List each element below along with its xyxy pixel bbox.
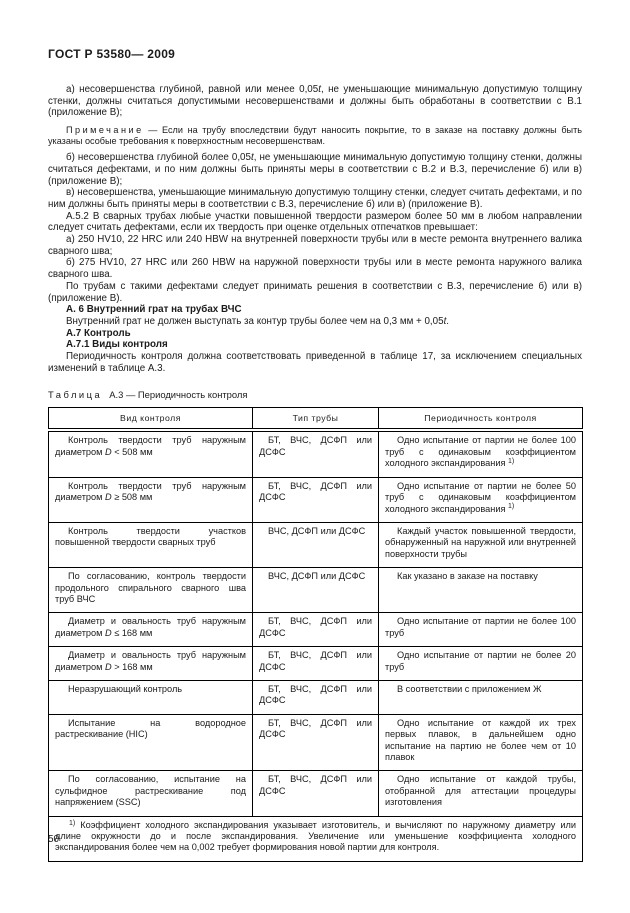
text-run: б) 275 HV10, 27 HRC или 260 HBW на наружной поверхности трубы или в месте ремонта наружного валика сварного шва.: [48, 257, 582, 281]
cell-pipe-type: [253, 771, 379, 816]
text-run: Внутренний грат не должен выступать за контур трубы более чем на 0,3 мм + 0,05: [66, 315, 444, 327]
cell-control-type: [49, 613, 253, 647]
heading-a71: [48, 339, 582, 351]
cell-control-type: [49, 477, 253, 522]
text-run: , не уменьшающие минимальную допустимую толщину стенки, должны считаться дефектами, и по ним должны быть приняты меры в соответствии с В.2 и В.3, перечисление б) или в) (приложение В);: [48, 152, 583, 187]
column-header-pipe-type: Тип трубы: [253, 408, 379, 431]
text-run: Контроль твердости труб наружным диаметром: [55, 480, 246, 503]
column-header-control-type: Вид контроля: [49, 408, 253, 431]
text-run: Контроль твердости труб наружным диаметром: [55, 435, 246, 457]
text-run: А.5.2 В сварных трубах любые участки повышенной твердости размером более 50 мм в любом направлении следует считать дефектами, если их твердость при оценке отдельных отпечатков превышает:: [48, 210, 582, 234]
table-row: [49, 477, 583, 522]
text-run: > 168 мм: [111, 661, 153, 672]
text-run: t: [443, 315, 447, 327]
cell-pipe-type: [253, 613, 379, 647]
paragraphs-block: [48, 84, 582, 374]
text-run: В соответствии с приложением Ж: [397, 683, 542, 694]
footnote-ref: 1): [508, 503, 515, 511]
text-run: ВЧС, ДСФП или ДСФС: [268, 571, 366, 582]
text-run: ≤ 168 мм: [111, 627, 153, 638]
text-run: — Если на трубу впоследствии будут наносить покрытие, то в заказе на поставку должны быть указаны особые требования к поверхностным несовершенствам.: [48, 125, 582, 147]
text-run: По согласованию, испытание на сульфидное растрескивание под напряжением (SSC): [55, 774, 246, 808]
text-run: БТ, ВЧС, ДСФП или ДСФС: [259, 683, 372, 706]
text-run: D: [105, 446, 112, 457]
text-run: По трубам с такими дефектами следует принимать решения в соответствии с В.3, перечисление б) или в) (приложение В).: [48, 280, 582, 304]
text-run: Диаметр и овальность труб наружным диаметром: [55, 650, 246, 672]
clause-defect-decision: [48, 281, 582, 304]
text-run: t: [250, 152, 254, 164]
table-header-row: [49, 408, 583, 431]
text-run: Одно испытание от партии не более 100 труб с одинаковым коэффициентом холодного экспандирования: [385, 435, 576, 469]
table-caption: [48, 389, 582, 401]
table-row: [49, 647, 583, 681]
table-row: [49, 771, 583, 816]
text-run: По согласованию, контроль твердости продольного спирального сварного шва труб ВЧС: [55, 571, 246, 604]
cell-pipe-type: [253, 522, 379, 567]
text-run: БТ, ВЧС, ДСФП или ДСФС: [259, 717, 372, 740]
text-run: Диаметр и овальность труб наружным диаметром: [55, 616, 246, 638]
cell-periodicity: [379, 477, 583, 522]
footnote-ref: 1): [508, 458, 515, 466]
text-run: Одно испытание от партии не более 20 труб: [385, 650, 576, 672]
cell-periodicity: [379, 647, 583, 681]
cell-control-type: [49, 522, 253, 567]
column-header-periodicity: Периодичность контроля: [379, 408, 583, 431]
cell-periodicity: [379, 771, 583, 816]
item-b-imperfections: [48, 152, 582, 187]
text-run: А. 6 Внутренний грат на трубах ВЧС: [66, 304, 242, 316]
item-a-imperfections: [48, 84, 582, 119]
table-caption-label: Таблица: [48, 389, 103, 401]
cell-control-type: [49, 647, 253, 681]
text-run: t: [318, 84, 321, 95]
cell-periodicity: [379, 680, 583, 714]
table-row: [49, 430, 583, 477]
text-run: А.7.1 Виды контроля: [66, 339, 168, 351]
text-run: D: [105, 627, 112, 638]
item-a-hardness: [48, 234, 582, 257]
table-footnote: [49, 816, 583, 861]
text-run: БТ, ВЧС, ДСФП или ДСФС: [259, 650, 372, 672]
cell-periodicity: [379, 613, 583, 647]
clause-a52: [48, 211, 582, 234]
table-row: [49, 714, 583, 771]
table-row: [49, 680, 583, 714]
item-v-imperfections: [48, 187, 582, 210]
table-footnote-row: [49, 816, 583, 861]
text-run: Коэффициент холодного экспандирования указывает изготовитель, и вычисляют по наружному диаметру или длине окружности до и после экспандирования. Увеличение или уменьшение коэффициента холодного экспандирования более чем на 0,002 требует формирования новой партии для контроля.: [55, 819, 576, 853]
text-run: Примечание: [66, 125, 144, 136]
text-run: Контроль твердости участков повышенной твердости сварных труб: [55, 525, 246, 548]
text-run: ВЧС, ДСФП или ДСФС: [268, 525, 366, 536]
text-run: Одно испытание от партии не более 50 труб с одинаковым коэффициентом холодного экспандирования: [385, 480, 576, 514]
cell-control-type: [49, 771, 253, 816]
table-row: [49, 522, 583, 567]
text-run: БТ, ВЧС, ДСФП или ДСФС: [259, 480, 372, 503]
text-run: Каждый участок повышенной твердости, обнаруженный на наружной или внутренней поверхности трубы: [385, 525, 576, 559]
text-run: ≥ 508 мм: [111, 492, 153, 503]
clause-a6-text: [48, 316, 582, 328]
text-run: D: [105, 661, 112, 672]
text-run: Периодичность контроля должна соответствовать приведенной в таблице 17, за исключением специальных изменений в таблице А.3.: [48, 351, 582, 374]
cell-pipe-type: [253, 477, 379, 522]
cell-pipe-type: [253, 430, 379, 477]
clause-a71-text: [48, 351, 582, 374]
cell-pipe-type: [253, 714, 379, 771]
cell-control-type: [49, 714, 253, 771]
cell-pipe-type: [253, 680, 379, 714]
page-number: 50: [48, 834, 60, 845]
text-run: Одно испытание от каждой трубы, отобранной для аттестации процедуры изготовления: [385, 774, 576, 808]
table-body: [49, 430, 583, 861]
heading-a6: [48, 304, 582, 316]
table-row: [49, 568, 583, 613]
item-b-hardness: [48, 257, 582, 280]
text-run: < 508 мм: [111, 446, 153, 457]
text-run: а) несовершенства глубиной, равной или менее 0,05: [66, 84, 319, 95]
doc-standard-header: ГОСТ Р 53580— 2009: [48, 47, 176, 61]
text-run: Как указано в заказе на поставку: [397, 571, 538, 582]
text-run: Одно испытание от каждой их трех первых плавок, в дальнейшем одно испытание на партию не более чем от 10 плавок: [385, 717, 576, 762]
footnote-ref: 1): [69, 819, 76, 827]
text-run: Одно испытание от партии не более 100 труб: [385, 616, 576, 638]
text-run: , не уменьшающие минимальную допустимую толщину стенки, должны считаться допустимыми несовершенствами и должны быть обработаны в соответствии с В.1 (приложение В);: [48, 84, 582, 119]
cell-pipe-type: [253, 568, 379, 613]
heading-a7: [48, 328, 582, 340]
cell-control-type: [49, 680, 253, 714]
text-run: в) несовершенства, уменьшающие минимальную допустимую толщину стенки, следует считать дефектами, и по ним должны быть приняты меры в соответствии с В.3, перечисление б) или в) (приложение В).: [48, 187, 582, 210]
text-run: D: [105, 492, 112, 503]
text-run: Испытание на водородное растрескивание (HIC): [55, 717, 246, 740]
text-run: БТ, ВЧС, ДСФП или ДСФС: [259, 774, 372, 796]
cell-periodicity: [379, 522, 583, 567]
text-run: а) 250 HV10, 22 HRC или 240 HBW на внутренней поверхности трубы или в месте ремонта внутреннего валика сварного шва;: [48, 234, 582, 257]
text-run: Неразрушающий контроль: [68, 683, 183, 694]
cell-control-type: [49, 430, 253, 477]
cell-pipe-type: [253, 647, 379, 681]
cell-periodicity: [379, 568, 583, 613]
control-periodicity-table: [48, 407, 583, 861]
text-run: БТ, ВЧС, ДСФП или ДСФС: [259, 435, 372, 457]
cell-periodicity: [379, 714, 583, 771]
text-run: А.7 Контроль: [66, 327, 131, 339]
text-run: б) несовершенства глубиной более 0,05: [66, 152, 251, 164]
note-coating: [48, 125, 582, 147]
text-run: .: [446, 315, 450, 327]
table-caption-title: А.3 — Периодичность контроля: [109, 389, 248, 401]
cell-control-type: [49, 568, 253, 613]
table-row: [49, 613, 583, 647]
cell-periodicity: [379, 430, 583, 477]
document-content: [48, 47, 582, 862]
table-head: [49, 408, 583, 431]
text-run: БТ, ВЧС, ДСФП или ДСФС: [259, 616, 372, 638]
